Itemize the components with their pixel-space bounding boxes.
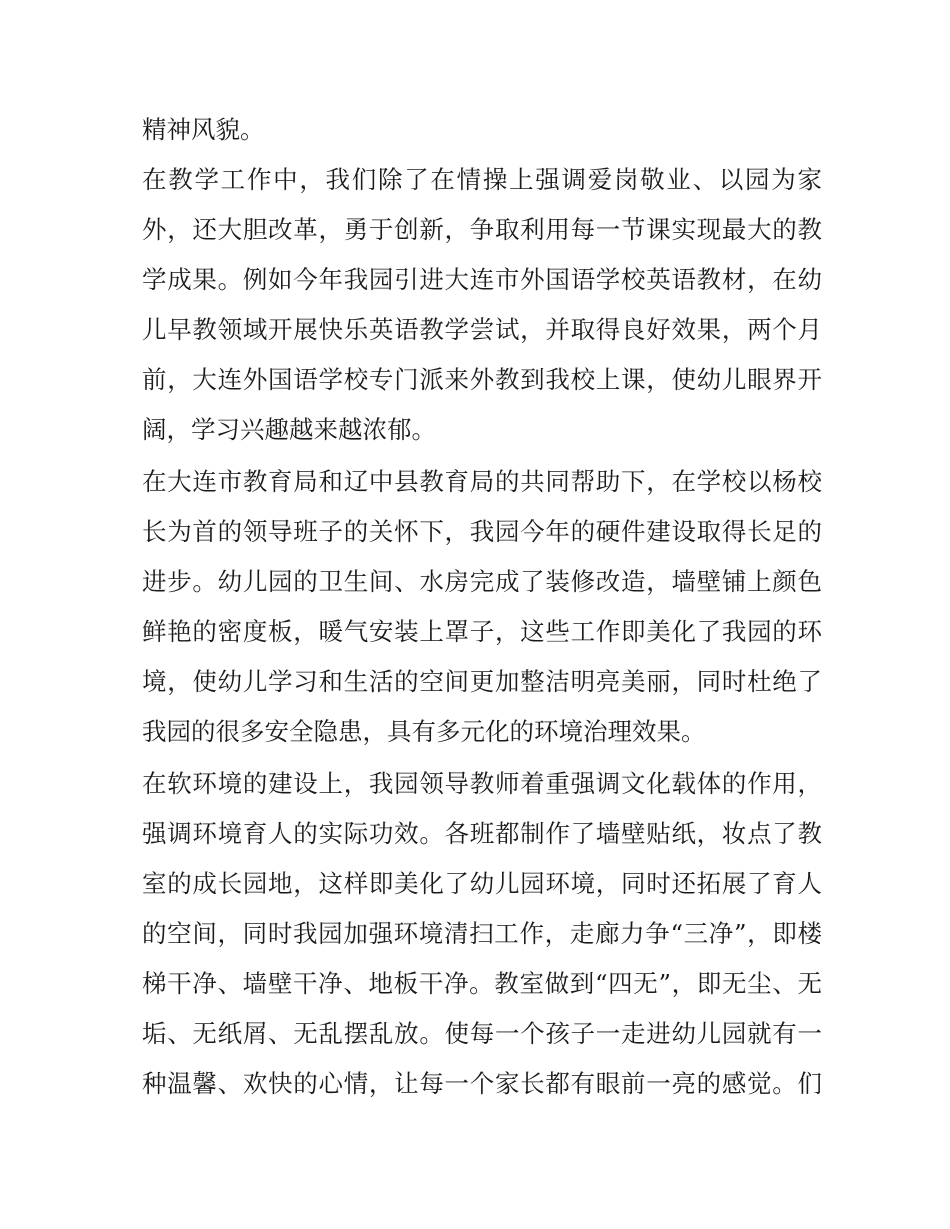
text-line: 前，大连外国语学校专门派来外教到我校上课，使幼儿眼界开 <box>142 365 822 394</box>
text-line: 垢、无纸屑、无乱摆乱放。使每一个孩子一走进幼儿园就有一 <box>142 1019 822 1048</box>
text-line: 鲜艳的密度板，暖气安装上罩子，这些工作即美化了我园的环 <box>142 617 822 646</box>
text-line: 种温馨、欢快的心情，让每一个家长都有眼前一亮的感觉。们 <box>142 1069 822 1098</box>
text-line: 进步。幼儿园的卫生间、水房完成了装修改造，墙壁铺上颜色 <box>142 567 822 596</box>
text-line: 我园的很多安全隐患，具有多元化的环境治理效果。 <box>142 717 706 746</box>
text-line: 学成果。例如今年我园引进大连市外国语学校英语教材，在幼 <box>142 265 822 294</box>
text-line: 阔，学习兴趣越来越浓郁。 <box>142 415 436 444</box>
text-line: 长为首的领导班子的关怀下，我园今年的硬件建设取得长足的 <box>142 517 822 546</box>
text-line: 的空间，同时我园加强环境清扫工作，走廊力争“三净”，即楼 <box>142 919 822 948</box>
text-line: 外，还大胆改革，勇于创新，争取利用每一节课实现最大的教 <box>142 215 822 244</box>
text-line: 强调环境育人的实际功效。各班都制作了墙壁贴纸，妆点了教 <box>142 819 822 848</box>
text-line: 在教学工作中，我们除了在情操上强调爱岗敬业、以园为家 <box>142 165 822 194</box>
text-line: 在大连市教育局和辽中县教育局的共同帮助下，在学校以杨校 <box>142 467 822 496</box>
text-line: 境，使幼儿学习和生活的空间更加整洁明亮美丽，同时杜绝了 <box>142 667 822 696</box>
text-line: 梯干净、墙壁干净、地板干净。教室做到“四无”，即无尘、无 <box>142 969 822 998</box>
text-line: 精神风貌。 <box>142 115 265 144</box>
text-line: 儿早教领域开展快乐英语教学尝试，并取得良好效果，两个月 <box>142 315 822 344</box>
text-line: 在软环境的建设上，我园领导教师着重强调文化载体的作用， <box>142 769 822 798</box>
text-line: 室的成长园地，这样即美化了幼儿园环境，同时还拓展了育人 <box>142 869 822 898</box>
